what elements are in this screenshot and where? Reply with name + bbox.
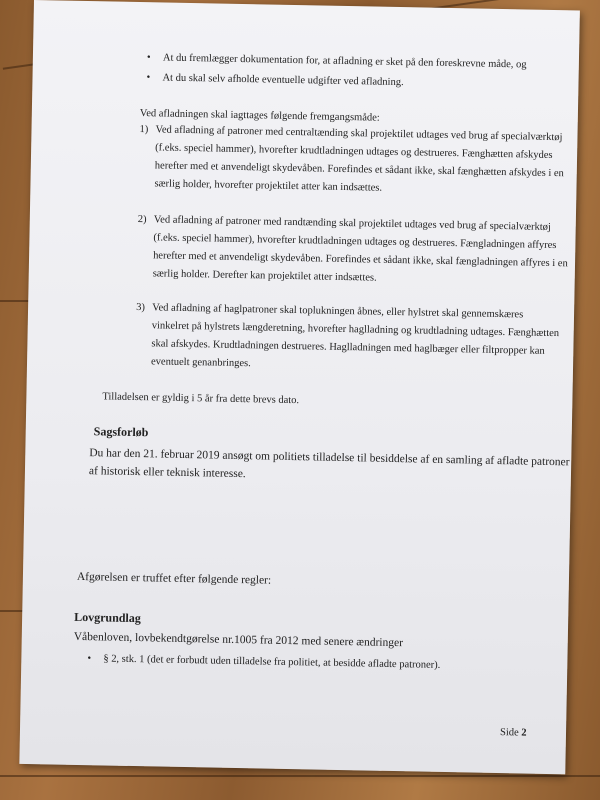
intro-bullet: • At du fremlægger dokumentation for, at afladning er sket på den foreskrevne måde, og bbox=[163, 50, 527, 73]
procedure-line: eventuelt genanbringes. bbox=[150, 356, 251, 370]
case-heading: Sagsforløb bbox=[93, 424, 149, 440]
document-page bbox=[19, 0, 580, 774]
law-bullet: • § 2, stk. 1 (det er forbudt uden tilladelse fra politiet, at besidde afladte patroner). bbox=[103, 651, 440, 673]
procedure-line: Ved afladning af patroner med centraltænding skal projektilet udtages ved brug af specialværktøj bbox=[155, 124, 563, 144]
validity-text: Tilladelsen er gyldig i 5 år fra dette brevs dato. bbox=[102, 391, 300, 407]
law-heading: Lovgrundlag bbox=[74, 609, 141, 626]
page-number: 2 bbox=[521, 727, 527, 739]
page-footer bbox=[500, 725, 527, 742]
procedure-line: Ved afladning af patroner med randtænding skal projektilet udtages ved brug af specialværktøj bbox=[153, 214, 551, 233]
page-label: Side bbox=[499, 727, 519, 739]
procedure-line: skal afskydes. Krudtladningen destrueres. Haglladningen med haglbæger eller filtpropper kan bbox=[151, 338, 545, 357]
procedure-line: (f.eks. speciel hammer), hvorefter krudtladningen udtages og destrueres. Fænghætten afskydes bbox=[155, 142, 553, 161]
law-line: Våbenloven, lovbekendtgørelse nr.1005 fra 2012 med senere ændringer bbox=[73, 630, 404, 650]
procedure-heading: Ved afladningen skal iagttages følgende fremgangsmåde: bbox=[139, 108, 380, 124]
procedure-number: 1) bbox=[139, 124, 149, 136]
floor-seam bbox=[0, 775, 600, 777]
procedure-number: 3) bbox=[136, 302, 145, 314]
case-line: Du har den 21. februar 2019 ansøgt om politiets tilladelse til besiddelse af en samling af afladte patroner bbox=[89, 447, 570, 469]
procedure-line: herefter med et anvendeligt skydevåben. Forefindes et sådant ikke, skal fænghætten afskydes i en bbox=[154, 160, 564, 180]
procedure-line: særlig holder. Derefter kan projektilet atter indsættes. bbox=[152, 268, 377, 284]
intro-bullet: • At du skal selv afholde eventuelle udgifter ved afladning. bbox=[162, 70, 403, 91]
procedure-line: vinkelret på hylstrets længderetning, hvorefter haglladning og krudtladning udtages. Fænghætten bbox=[151, 320, 560, 340]
procedure-line: særlig holder, hvorefter projektilet atter kan indsættes. bbox=[154, 178, 383, 194]
procedure-line: (f.eks. speciel hammer), hvorefter krudtladningen udtages og destrueres. Fængladningen affyres bbox=[153, 232, 557, 252]
procedure-number: 2) bbox=[137, 214, 147, 226]
rules-intro: Afgørelsen er truffet efter følgende regler: bbox=[76, 570, 272, 587]
procedure-line: Ved afladning af haglpatroner skal toplukningen åbnes, eller hylstret skal gennemskæres bbox=[152, 302, 524, 321]
procedure-line: herefter med et anvendeligt skydevåben. Forefindes et sådant ikke, skal fængladningen affyres i en bbox=[153, 250, 568, 270]
case-line: af historisk eller teknisk interesse. bbox=[88, 465, 246, 481]
